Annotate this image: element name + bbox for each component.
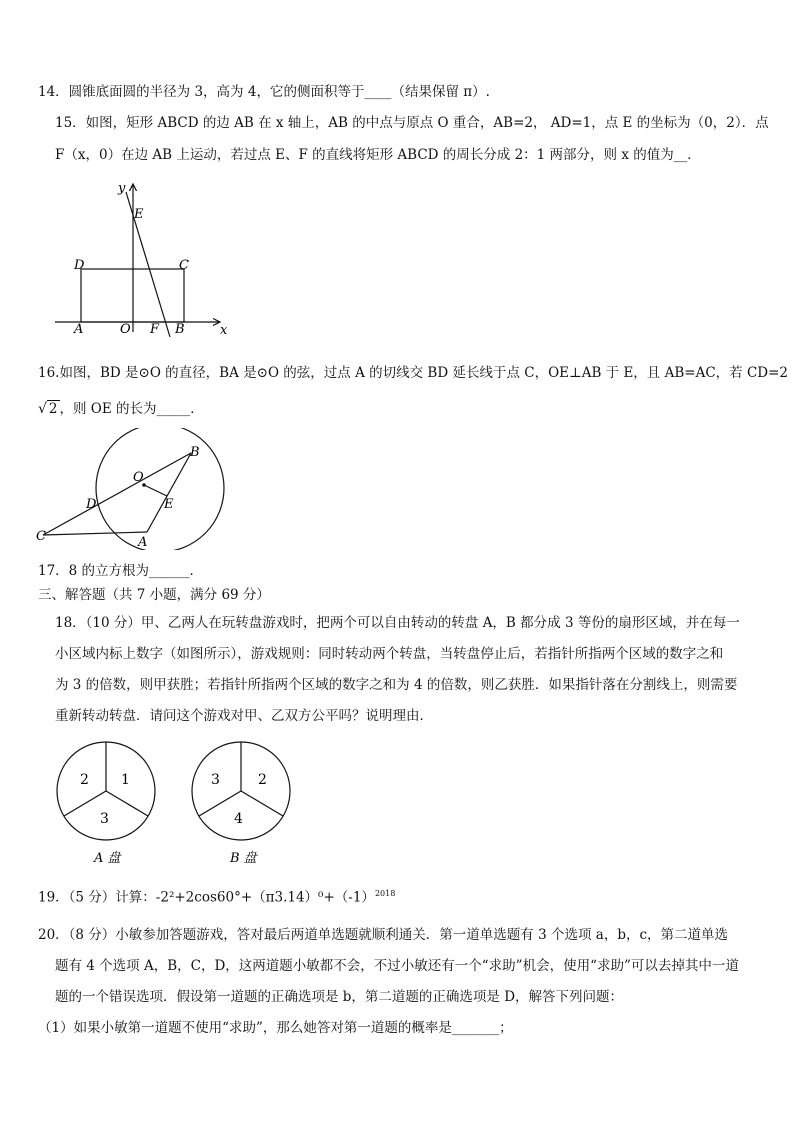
section-3-heading: 三、解答题（共 7 小题，满分 69 分） bbox=[38, 587, 270, 603]
label-o: O bbox=[120, 322, 131, 337]
circle-tangent-figure bbox=[30, 428, 230, 550]
label-d: D bbox=[86, 497, 97, 512]
question-17: 17．8 的立方根为______． bbox=[38, 563, 204, 579]
spinner-a-number-1: 1 bbox=[121, 772, 130, 788]
question-18-line-4: 重新转动转盘．请问这个游戏对甲、乙双方公平吗？说明理由． bbox=[55, 708, 433, 724]
question-18-line-3: 为 3 的倍数，则甲获胜；若指针所指两个区域的数字之和为 4 的倍数，则乙获胜．如果指针落在分割线上，则需要 bbox=[55, 677, 738, 693]
label-d: D bbox=[74, 258, 85, 273]
question-18-line-2: 小区域内标上数字（如图所示），游戏规则：同时转动两个转盘，当转盘停止后，若指针所指两个区域的数字之和 bbox=[55, 646, 724, 662]
question-20-line-2: 题有 4 个选项 A，B，C，D，这两道题小敏都不会，不过小敏还有一个“求助”机会，使用“求助”可以去掉其中一道 bbox=[55, 958, 739, 974]
question-19-exponent: 2018 bbox=[374, 889, 396, 898]
label-a: A bbox=[138, 535, 148, 550]
question-20-part-1: （1）如果小敏第一道题不使用“求助”，那么她答对第一道题的概率是_______； bbox=[38, 1020, 513, 1036]
question-19 bbox=[38, 884, 395, 908]
circle-o bbox=[96, 428, 224, 550]
label-b: B bbox=[175, 322, 185, 337]
question-14: 14．圆锥底面圆的半径为 3，高为 4，它的侧面积等于____（结果保留 π）. bbox=[38, 84, 490, 100]
segment-oe bbox=[144, 485, 167, 496]
label-f: F bbox=[150, 322, 160, 337]
label-c: C bbox=[36, 529, 46, 544]
question-15-line-1: 15．如图，矩形 ABCD 的边 AB 在 x 轴上，AB 的中点与原点 O 重合，AB=2， AD=1，点 E 的坐标为（0，2）．点 bbox=[55, 115, 769, 131]
spinner-b-number-4: 4 bbox=[234, 811, 243, 827]
tangent-ca bbox=[43, 532, 147, 535]
question-20-line-3: 题的一个错误选项．假设第一道题的正确选项是 b，第二道题的正确选项是 D，解答下列问题： bbox=[55, 989, 624, 1005]
question-20-line-1: 20．（8 分）小敏参加答题游戏，答对最后两道单选题就顺利通关．第一道单选题有 3 个选项 a，b，c，第二道单选 bbox=[38, 927, 729, 943]
label-b: B bbox=[190, 445, 200, 460]
spinner-a-number-2: 2 bbox=[80, 772, 89, 788]
question-16-line-1: 16.如图，BD 是⊙O 的直径，BA 是⊙O 的弦，过点 A 的切线交 BD 延长线于点 C，OE⊥AB 于 E，且 AB=AC，若 CD=2 bbox=[38, 365, 789, 381]
question-16-line-2-rest: ，则 OE 的长为_____． bbox=[59, 401, 204, 417]
question-18-line-1: 18．（10 分）甲、乙两人在玩转盘游戏时，把两个可以自由转动的转盘 A，B 都分成 3 等份的扇形区域，并在每一 bbox=[55, 615, 740, 631]
question-19-expression: 19．（5 分）计算：-2²+2cos60°+（π3.14）⁰+（-1） bbox=[38, 889, 375, 906]
label-x: x bbox=[220, 323, 228, 338]
spinner-a-caption: A 盘 bbox=[94, 851, 121, 866]
question-16-line-2: √ 2 ，则 OE 的长为_____． bbox=[38, 401, 204, 417]
spinner-b-caption: B 盘 bbox=[230, 851, 257, 866]
spinner-a bbox=[50, 735, 168, 870]
label-e: E bbox=[134, 207, 144, 222]
label-o: O bbox=[133, 470, 144, 485]
spinner-b-number-3: 3 bbox=[211, 772, 220, 788]
spinner-a-number-3: 3 bbox=[100, 811, 109, 827]
sqrt-argument: 2 bbox=[48, 401, 58, 417]
question-15-line-2: F（x，0）在边 AB 上运动，若过点 E、F 的直线将矩形 ABCD 的周长分成 2：1 两部分，则 x 的值为__． bbox=[55, 147, 701, 163]
label-e: E bbox=[164, 497, 174, 512]
spinner-b bbox=[185, 735, 303, 870]
spinner-b-number-2: 2 bbox=[258, 772, 267, 788]
label-y: y bbox=[118, 181, 126, 196]
label-c: C bbox=[179, 258, 189, 273]
rectangle-coordinate-figure bbox=[50, 172, 240, 342]
label-a: A bbox=[74, 322, 84, 337]
